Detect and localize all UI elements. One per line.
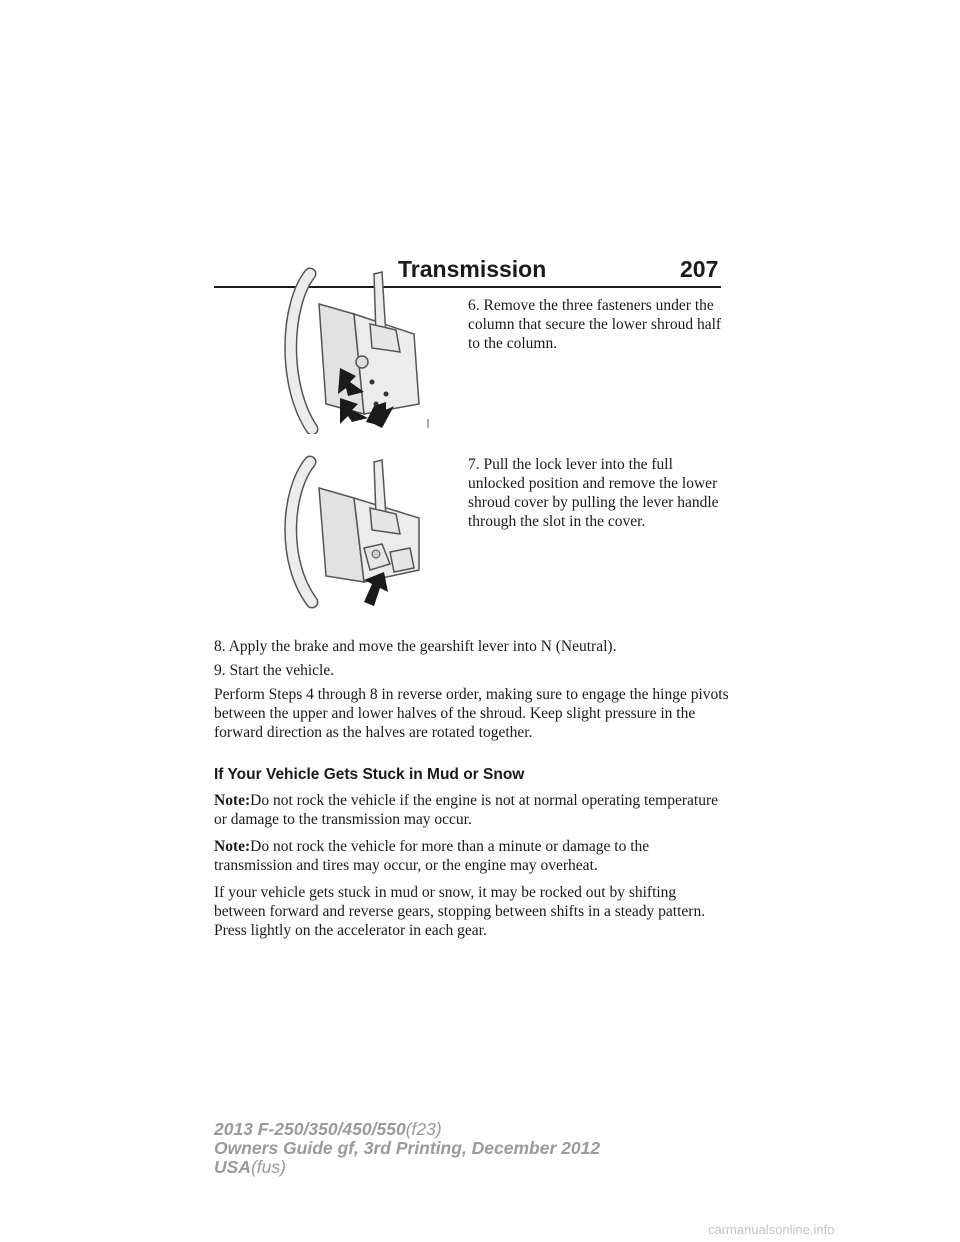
page-number: 207 bbox=[680, 256, 719, 282]
reassembly-paragraph: Perform Steps 4 through 8 in reverse order, making sure to engage the hinge pivots between the upper and lower halves of the shroud. Keep slight pressure in the forward direction as the halves are rotated together. bbox=[214, 686, 729, 741]
watermark: carmanualsonline.info bbox=[708, 1222, 835, 1237]
note-text: Do not rock the vehicle for more than a minute or damage to the transmission and tires may occur, or the engine may overheat. bbox=[214, 838, 650, 874]
step-8-text: 8. Apply the brake and move the gearshift lever into N (Neutral). bbox=[214, 638, 617, 655]
note-label: Note: bbox=[214, 838, 251, 855]
step-6-text: 6. Remove the three fasteners under the column that secure the lower shroud half to the column. bbox=[468, 297, 722, 352]
page-section-title: Transmission bbox=[398, 256, 547, 282]
steering-column-fastener-illustration bbox=[214, 264, 446, 434]
step-9-text: 9. Start the vehicle. bbox=[214, 662, 335, 679]
rocking-instructions: If your vehicle gets stuck in mud or snow, it may be rocked out by shifting between forward and reverse gears, stopping between shifts in a steady pattern. Press lightly on the accelerator in each gear. bbox=[214, 884, 706, 939]
note-rocking-duration bbox=[214, 837, 729, 875]
footer-model: 2013 F-250/350/450/550 bbox=[214, 1119, 406, 1139]
footer-region: USA bbox=[214, 1157, 251, 1177]
step-7-text: 7. Pull the lock lever into the full unlocked position and remove the lower shroud cover by pulling the lever handle through the slot in the cover. bbox=[468, 456, 719, 530]
steering-column-lock-lever-illustration bbox=[214, 452, 446, 610]
note-text: Do not rock the vehicle if the engine is not at normal operating temperature or damage to the transmission may occur. bbox=[214, 792, 719, 828]
footer-guide: Owners Guide gf, 3rd Printing, December 2012 bbox=[214, 1138, 601, 1158]
section-heading: If Your Vehicle Gets Stuck in Mud or Snow bbox=[214, 766, 525, 783]
note-engine-temperature bbox=[214, 791, 729, 829]
footer-model-code: (f23) bbox=[405, 1119, 442, 1139]
note-label: Note: bbox=[214, 792, 251, 809]
document-footer bbox=[214, 1120, 600, 1177]
footer-region-code: (fus) bbox=[250, 1157, 286, 1177]
